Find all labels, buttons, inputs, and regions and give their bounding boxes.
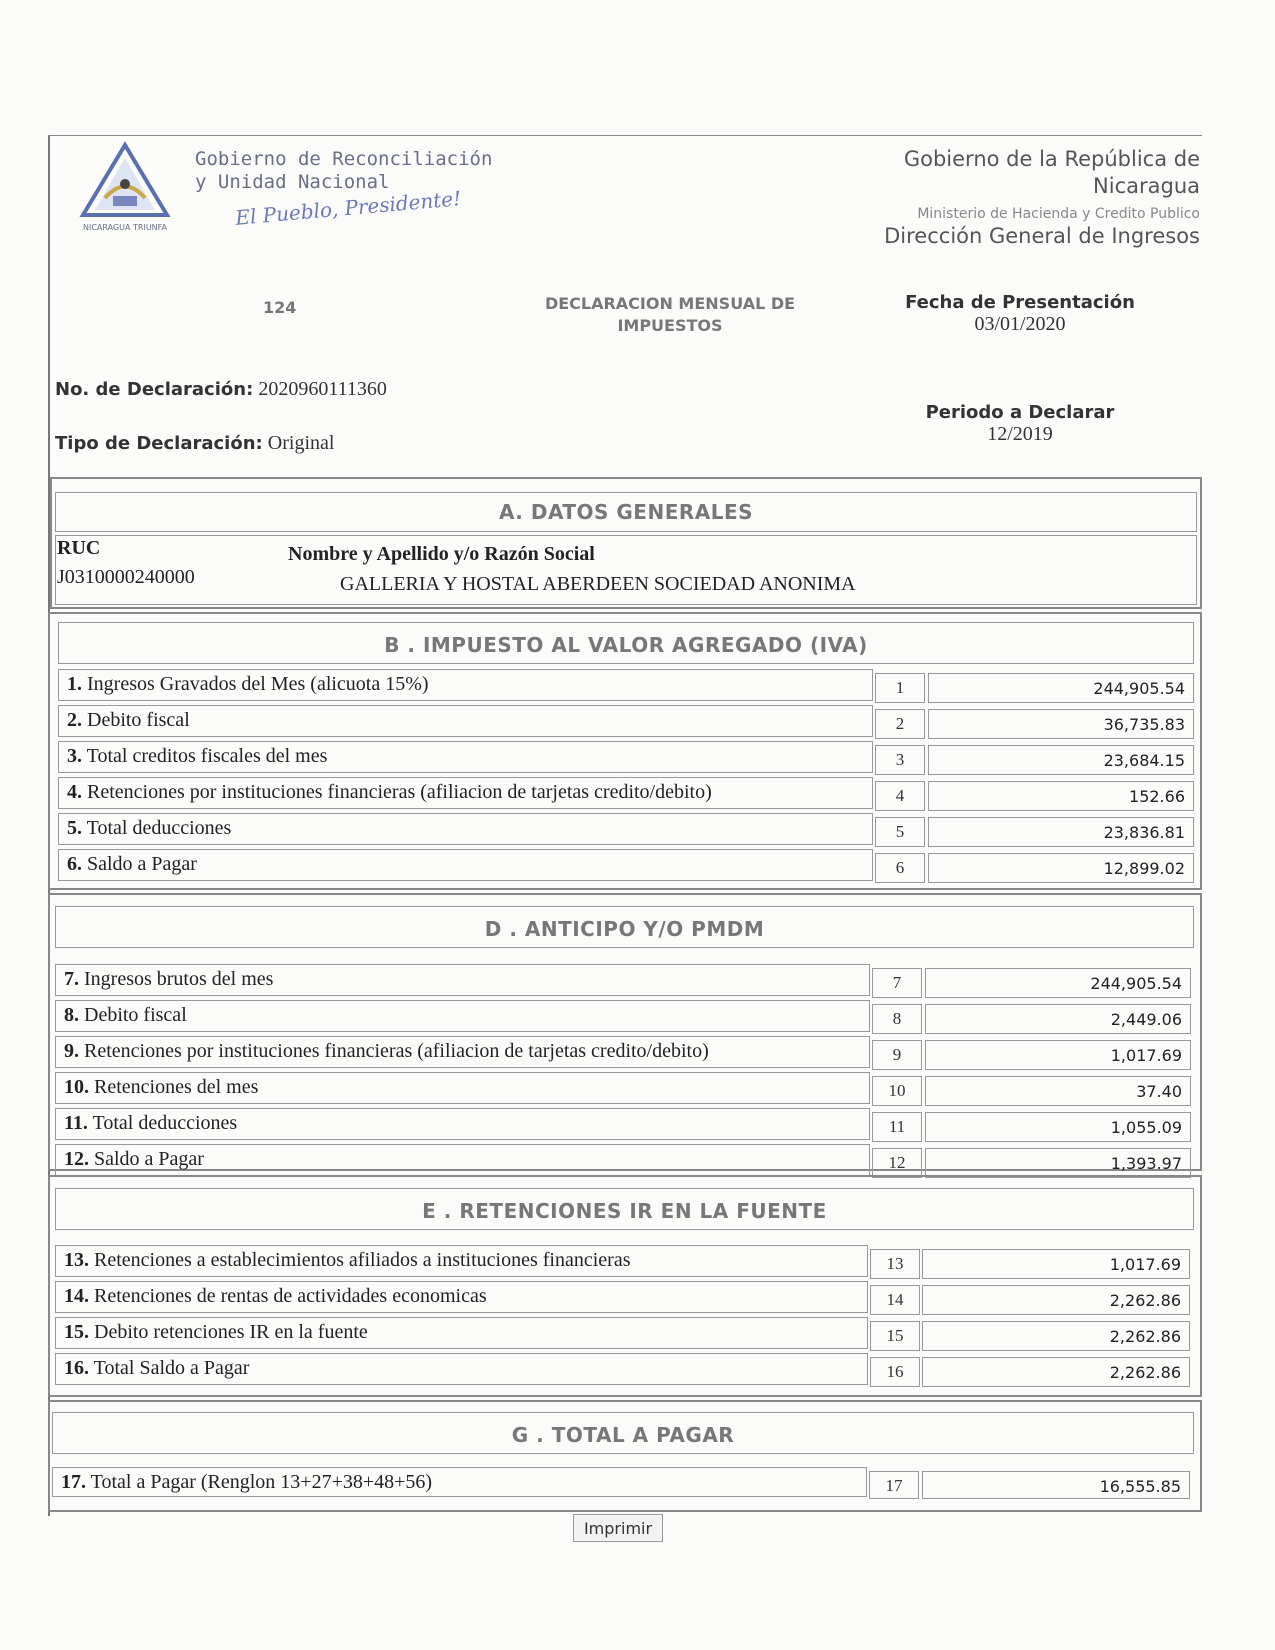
section-d-title: D . ANTICIPO Y/O PMDM bbox=[484, 917, 765, 941]
row-value: 2,262.86 bbox=[922, 1357, 1190, 1387]
row-label-text: Total Saldo a Pagar bbox=[93, 1357, 250, 1379]
row-value: 2,262.86 bbox=[922, 1285, 1190, 1315]
row-label bbox=[55, 1036, 870, 1068]
republic-line-1: Gobierno de la República de bbox=[903, 147, 1200, 171]
ruc-value: J0310000240000 bbox=[57, 566, 195, 588]
tipo-label: Tipo de Declaración: bbox=[55, 433, 263, 454]
row-line-number: 16 bbox=[870, 1357, 920, 1387]
row-label-text: Retenciones por instituciones financieras (afiliacion de tarjetas credito/debito) bbox=[87, 781, 712, 803]
fecha-label: Fecha de Presentación bbox=[905, 292, 1135, 313]
row-label-text: Debito fiscal bbox=[87, 709, 190, 731]
row-value: 36,735.83 bbox=[928, 709, 1194, 739]
print-button[interactable]: Imprimir bbox=[573, 1514, 663, 1542]
row-line-number: 5 bbox=[875, 817, 925, 847]
row-value: 12,899.02 bbox=[928, 853, 1194, 883]
row-label-text: Ingresos Gravados del Mes (alicuota 15%) bbox=[87, 673, 429, 695]
no-decl-label: No. de Declaración: bbox=[55, 379, 254, 400]
gov-line-1: Gobierno de Reconciliación bbox=[195, 148, 493, 170]
row-label-text: Saldo a Pagar bbox=[87, 853, 197, 875]
name-label: Nombre y Apellido y/o Razón Social bbox=[288, 543, 595, 565]
row-number-prefix: 9. bbox=[64, 1040, 79, 1062]
row-line-number: 11 bbox=[872, 1112, 922, 1142]
section-g-title: G . TOTAL A PAGAR bbox=[511, 1423, 735, 1447]
row-line-number: 14 bbox=[870, 1285, 920, 1315]
form-title bbox=[520, 293, 820, 337]
name-value: GALLERIA Y HOSTAL ABERDEEN SOCIEDAD ANONIMA bbox=[340, 573, 856, 595]
gov-line-2: y Unidad Nacional bbox=[195, 171, 390, 193]
row-label bbox=[55, 1108, 870, 1140]
form-title-line-2: IMPUESTOS bbox=[617, 316, 723, 335]
row-label-text: Saldo a Pagar bbox=[94, 1148, 204, 1170]
row-label bbox=[55, 1281, 868, 1313]
logo-text: NICARAGUA TRIUNFA bbox=[82, 223, 168, 232]
row-line-number: 3 bbox=[875, 745, 925, 775]
row-label-text: Total deducciones bbox=[92, 1112, 238, 1134]
header-right bbox=[884, 146, 1200, 248]
row-label bbox=[58, 669, 873, 701]
row-line-number: 9 bbox=[872, 1040, 922, 1070]
row-label-text: Debito retenciones IR en la fuente bbox=[94, 1321, 368, 1343]
row-value: 244,905.54 bbox=[925, 968, 1191, 998]
row-label-text: Retenciones de rentas de actividades economicas bbox=[94, 1285, 487, 1307]
row-label-text: Total deducciones bbox=[86, 817, 232, 839]
row-number-prefix: 5. bbox=[67, 817, 82, 839]
row-label-text: Total creditos fiscales del mes bbox=[86, 745, 328, 767]
row-value: 1,017.69 bbox=[922, 1249, 1190, 1279]
slogan-signature: El Pueblo, Presidente! bbox=[234, 186, 463, 230]
tipo-value: Original bbox=[267, 432, 335, 454]
declaration-type bbox=[55, 432, 334, 455]
row-value: 244,905.54 bbox=[928, 673, 1194, 703]
dgi-name: Dirección General de Ingresos bbox=[884, 224, 1200, 248]
row-number-prefix: 8. bbox=[64, 1004, 79, 1026]
row-value: 23,684.15 bbox=[928, 745, 1194, 775]
row-line-number: 17 bbox=[869, 1471, 919, 1499]
fecha-value: 03/01/2020 bbox=[974, 313, 1066, 335]
row-number-prefix: 16. bbox=[64, 1357, 89, 1379]
row-value: 152.66 bbox=[928, 781, 1194, 811]
row-number-prefix: 15. bbox=[64, 1321, 89, 1343]
row-label bbox=[55, 1144, 870, 1176]
row-line-number: 2 bbox=[875, 709, 925, 739]
row-value: 16,555.85 bbox=[922, 1471, 1190, 1499]
row-number-prefix: 13. bbox=[64, 1249, 89, 1271]
row-value: 23,836.81 bbox=[928, 817, 1194, 847]
row-label bbox=[55, 964, 870, 996]
row-value: 1,055.09 bbox=[925, 1112, 1191, 1142]
row-label bbox=[55, 1000, 870, 1032]
row-value: 1,017.69 bbox=[925, 1040, 1191, 1070]
ministry-name: Ministerio de Hacienda y Credito Publico bbox=[917, 206, 1200, 222]
form-title-line-1: DECLARACION MENSUAL DE bbox=[544, 294, 796, 313]
row-label bbox=[55, 1072, 870, 1104]
form-number: 124 bbox=[263, 298, 297, 317]
row-number-prefix: 1. bbox=[67, 673, 82, 695]
no-decl-value: 2020960111360 bbox=[258, 378, 387, 400]
row-number-prefix: 17. bbox=[61, 1471, 86, 1493]
row-line-number: 7 bbox=[872, 968, 922, 998]
row-label bbox=[55, 1245, 868, 1277]
row-line-number: 13 bbox=[870, 1249, 920, 1279]
periodo-value: 12/2019 bbox=[987, 423, 1053, 445]
row-number-prefix: 3. bbox=[67, 745, 82, 767]
ruc-label: RUC bbox=[57, 537, 101, 559]
row-line-number: 10 bbox=[872, 1076, 922, 1106]
row-value: 2,262.86 bbox=[922, 1321, 1190, 1351]
row-line-number: 6 bbox=[875, 853, 925, 883]
row-label bbox=[58, 705, 873, 737]
row-line-number: 15 bbox=[870, 1321, 920, 1351]
periodo-label: Periodo a Declarar bbox=[925, 402, 1115, 423]
section-e-title: E . RETENCIONES IR EN LA FUENTE bbox=[422, 1199, 827, 1223]
row-number-prefix: 11. bbox=[64, 1112, 88, 1134]
row-number-prefix: 6. bbox=[67, 853, 82, 875]
row-number-prefix: 7. bbox=[64, 968, 79, 990]
row-label bbox=[58, 813, 873, 845]
row-label-text: Debito fiscal bbox=[84, 1004, 187, 1026]
government-logo-icon bbox=[75, 140, 175, 240]
presentation-date bbox=[905, 292, 1135, 336]
row-label bbox=[58, 777, 873, 809]
declaration-period bbox=[905, 402, 1135, 446]
row-value: 37.40 bbox=[925, 1076, 1191, 1106]
row-label bbox=[55, 1353, 868, 1385]
row-label bbox=[58, 849, 873, 881]
section-a-title: A. DATOS GENERALES bbox=[498, 500, 754, 524]
row-number-prefix: 4. bbox=[67, 781, 82, 803]
row-label-text: Retenciones por instituciones financieras (afiliacion de tarjetas credito/debito) bbox=[84, 1040, 709, 1062]
row-label-text: Total a Pagar (Renglon 13+27+38+48+56) bbox=[90, 1471, 433, 1493]
row-line-number: 1 bbox=[875, 673, 925, 703]
row-label bbox=[55, 1317, 868, 1349]
row-line-number: 12 bbox=[872, 1148, 922, 1178]
row-number-prefix: 14. bbox=[64, 1285, 89, 1307]
republic-line-2: Nicaragua bbox=[1093, 174, 1200, 198]
row-value: 2,449.06 bbox=[925, 1004, 1191, 1034]
row-number-prefix: 12. bbox=[64, 1148, 89, 1170]
row-label-text: Retenciones a establecimientos afiliados a instituciones financieras bbox=[94, 1249, 631, 1271]
section-b-title: B . IMPUESTO AL VALOR AGREGADO (IVA) bbox=[384, 633, 868, 657]
row-line-number: 8 bbox=[872, 1004, 922, 1034]
row-value: 1,393.97 bbox=[925, 1148, 1191, 1178]
row-line-number: 4 bbox=[875, 781, 925, 811]
row-label bbox=[58, 741, 873, 773]
declaration-number bbox=[55, 378, 387, 401]
row-label-text: Ingresos brutos del mes bbox=[84, 968, 274, 990]
row-label bbox=[52, 1467, 867, 1497]
row-number-prefix: 2. bbox=[67, 709, 82, 731]
row-number-prefix: 10. bbox=[64, 1076, 89, 1098]
row-label-text: Retenciones del mes bbox=[94, 1076, 259, 1098]
